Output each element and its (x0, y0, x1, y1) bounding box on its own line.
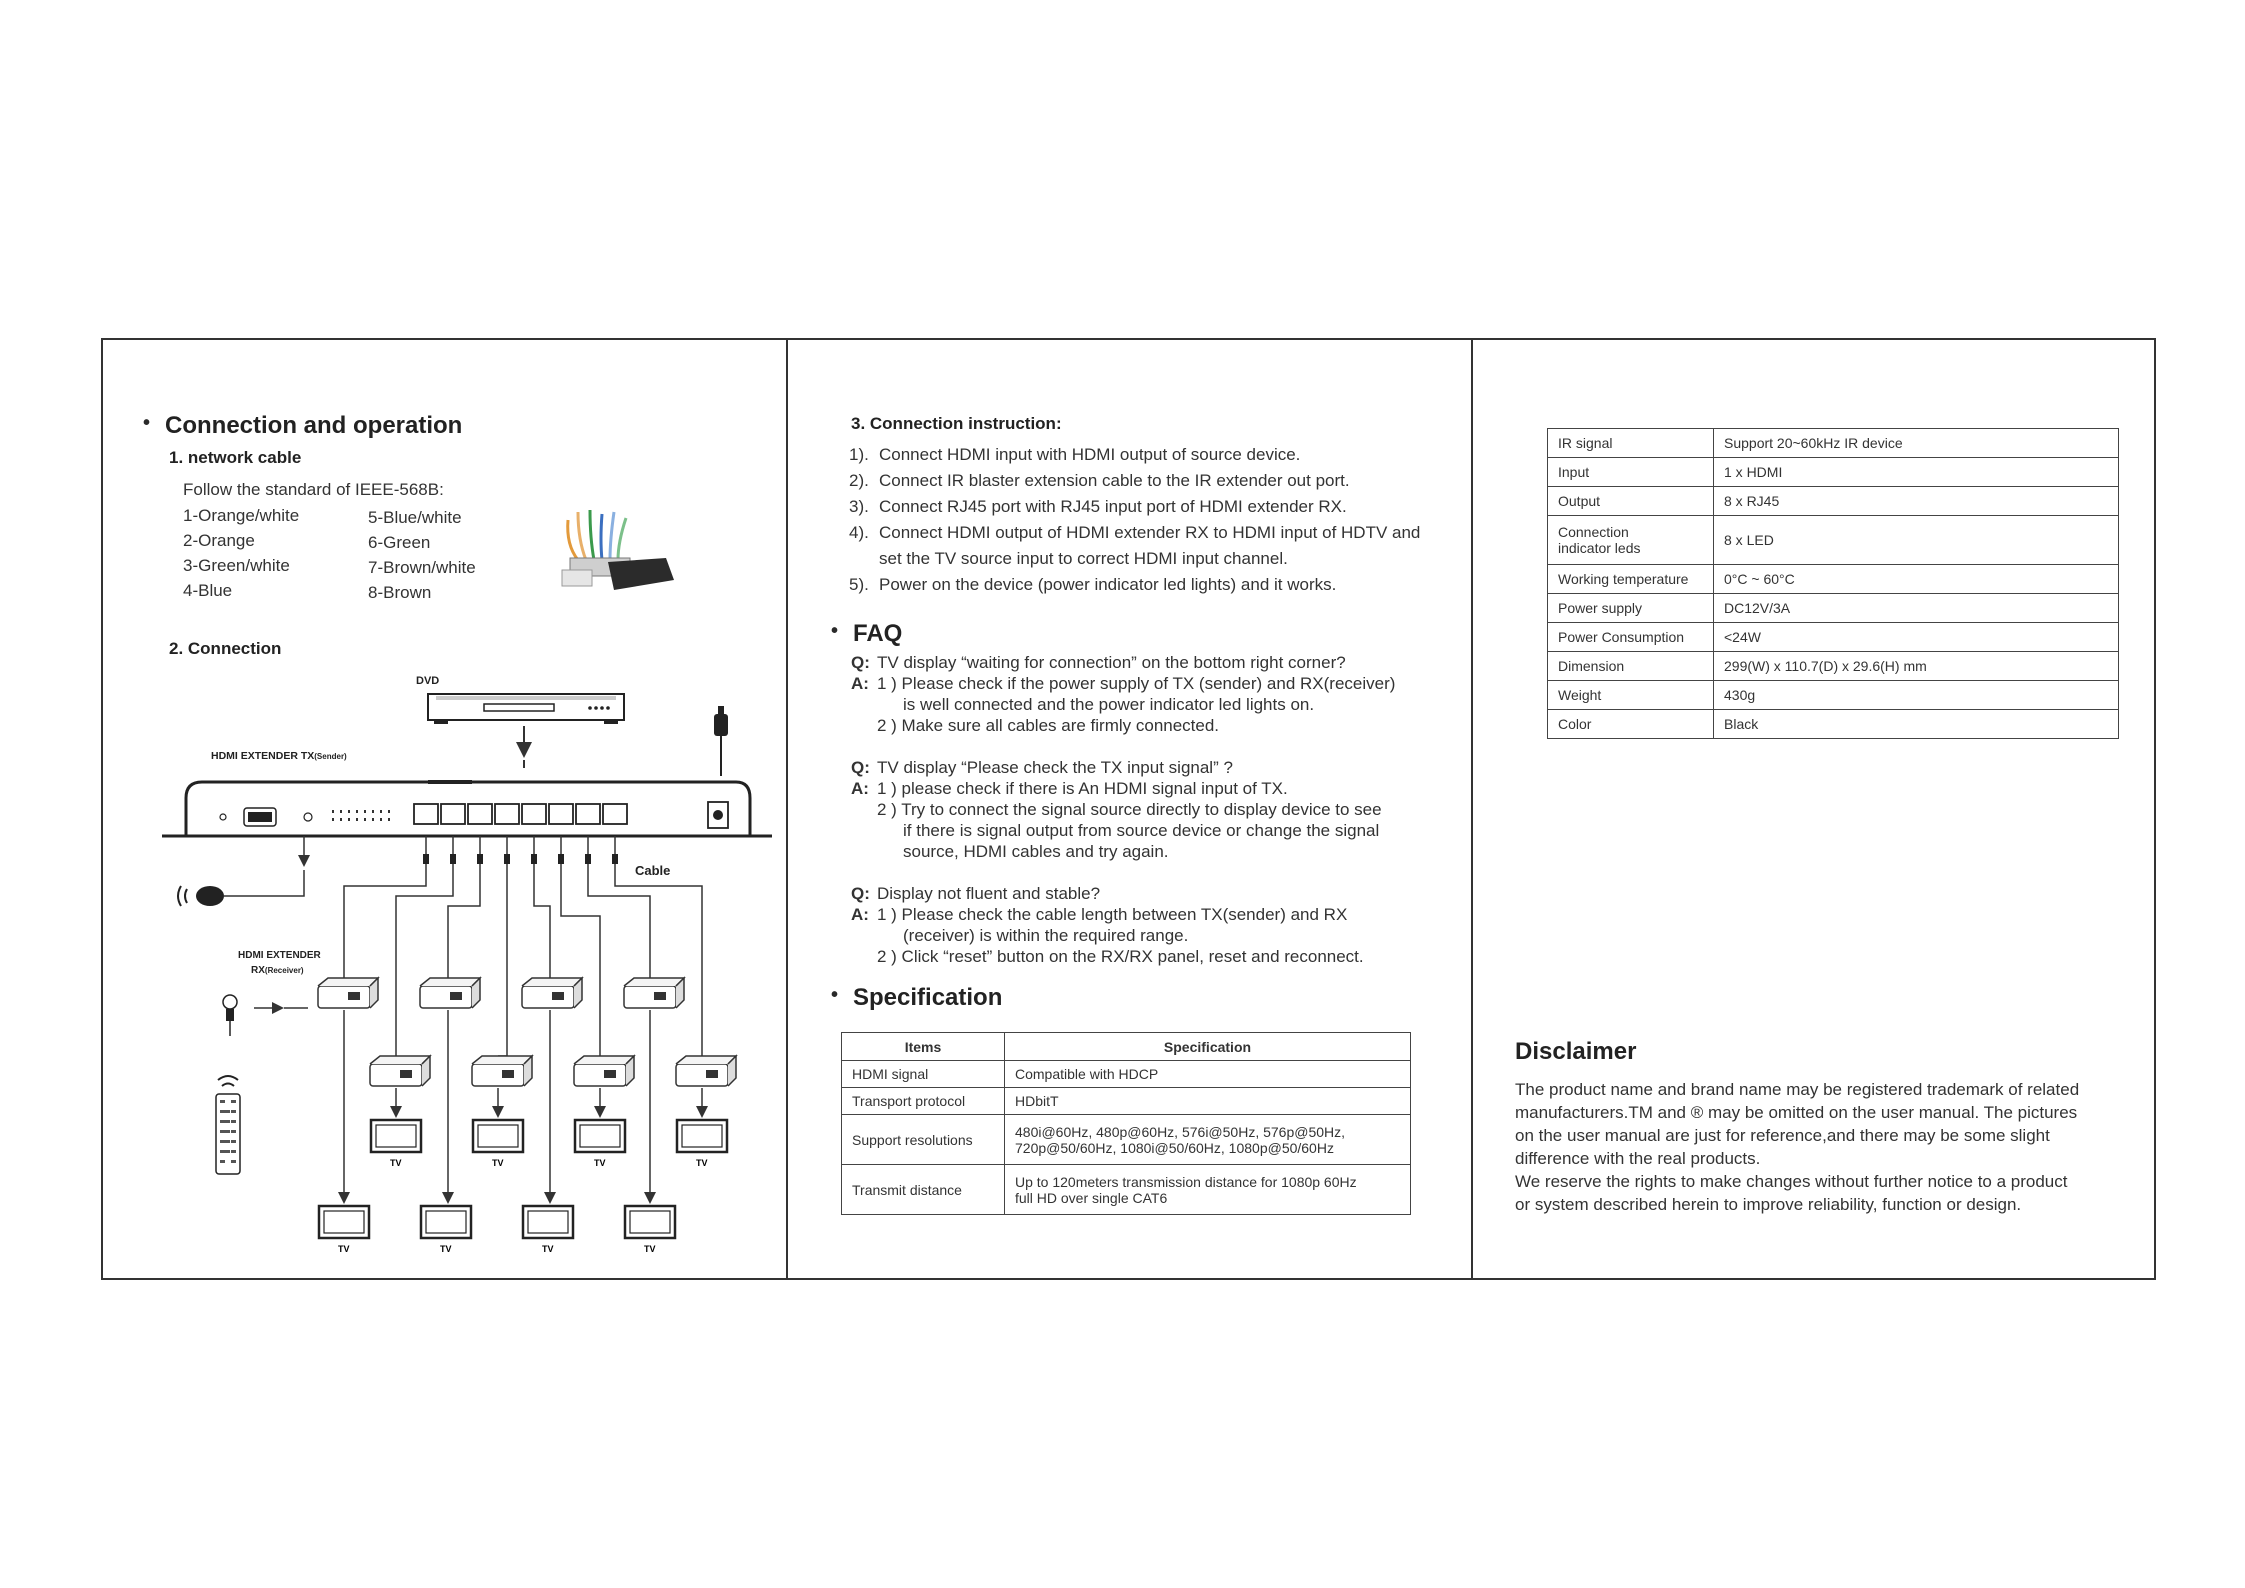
faq-answer-line: source, HDMI cables and try again. (903, 842, 1169, 861)
spec-value: HDbitT (1005, 1088, 1411, 1115)
table-row (842, 1165, 1411, 1215)
spec-table (841, 1032, 1411, 1215)
faq-answer: A: 1 ) please check if there is An HDMI signal input of TX. (851, 779, 1288, 798)
instruction-step: 2). Connect IR blaster extension cable to the IR extender out port. (849, 471, 1350, 490)
tv-icon (625, 1206, 675, 1238)
spec-item: Weight (1548, 681, 1714, 710)
standard-note: Follow the standard of IEEE-568B: (183, 480, 444, 499)
tx-sender-device (162, 780, 772, 836)
table-row (1548, 710, 2119, 739)
rx-receiver-device (420, 978, 480, 1008)
tv-icon (319, 1206, 369, 1238)
spec-value: 8 x LED (1714, 516, 2119, 565)
spec-value: Up to 120meters transmission distance for 1080p 60Hz full HD over single CAT6 (1005, 1165, 1411, 1215)
rx-receiver-device (318, 978, 378, 1008)
spec-value: 480i@60Hz, 480p@60Hz, 576i@50Hz, 576p@50Hz, 720p@50/60Hz, 1080i@50/60Hz, 1080p@50/60Hz (1005, 1115, 1411, 1165)
spec-value: Support 20~60kHz IR device (1714, 429, 2119, 458)
faq-answer-line: is well connected and the power indicator led lights on. (903, 695, 1315, 714)
faq-question: Q: Display not fluent and stable? (851, 884, 1101, 903)
rx-receiver-device (624, 978, 684, 1008)
rx-receiver-device (370, 1056, 430, 1086)
instruction-title: 3. Connection instruction: (851, 414, 1062, 433)
section-title: Connection and operation (165, 412, 463, 439)
faq-answer-line: 2 ) Try to connect the signal source directly to display device to see (877, 800, 1382, 819)
spec-item: Transmit distance (842, 1165, 1005, 1215)
instruction-step: 3). Connect RJ45 port with RJ45 input port of HDMI extender RX. (849, 497, 1347, 516)
table-header-row (842, 1033, 1411, 1061)
table-row (1548, 652, 2119, 681)
rx-label: RX(Receiver) (251, 965, 304, 976)
bullet: • (831, 620, 839, 642)
disclaimer-line: We reserve the rights to make changes without further notice to a product (1515, 1172, 2068, 1191)
faq-block (851, 652, 1461, 967)
cable-label: Cable (635, 863, 671, 878)
spec-item: HDMI signal (842, 1061, 1005, 1088)
spec-item: IR signal (1548, 429, 1714, 458)
connection-diagram (158, 658, 778, 1258)
table-row (842, 1061, 1411, 1088)
spec-value: Compatible with HDCP (1005, 1061, 1411, 1088)
tv-label: TV (542, 1244, 554, 1254)
instruction-step: 5). Power on the device (power indicator led lights) and it works. (849, 575, 1337, 594)
tv-icon (523, 1206, 573, 1238)
wire-item: 1-Orange/white (183, 506, 300, 525)
tv-label: TV (390, 1158, 402, 1168)
tv-icon (575, 1120, 625, 1152)
tv-label: TV (492, 1158, 504, 1168)
dvd-player-icon (428, 694, 624, 724)
table-row (1548, 516, 2119, 565)
spec-value: <24W (1714, 623, 2119, 652)
tv-icon (473, 1120, 523, 1152)
spec-item: Input (1548, 458, 1714, 487)
table-row (1548, 487, 2119, 516)
wire-list-left (183, 503, 299, 603)
remote-control-icon (216, 1076, 240, 1174)
subsection-title: 2. Connection (169, 639, 282, 658)
spec-value: 430g (1714, 681, 2119, 710)
power-adapter-icon (714, 706, 728, 776)
table-row (1548, 623, 2119, 652)
rx-receiver-device (574, 1056, 634, 1086)
bullet: • (831, 984, 839, 1006)
spec-item: Output (1548, 487, 1714, 516)
table-row (1548, 681, 2119, 710)
spec-value: DC12V/3A (1714, 594, 2119, 623)
disclaimer-line: or system described herein to improve reliability, function or design. (1515, 1195, 2022, 1214)
spec-value: 1 x HDMI (1714, 458, 2119, 487)
faq-answer: A: 1 ) Please check the cable length between TX(sender) and RX (851, 905, 1348, 924)
wire-item: 2-Orange (183, 531, 255, 550)
table-row (1548, 458, 2119, 487)
wire-item: 4-Blue (183, 581, 233, 600)
disclaimer-text (1515, 1078, 2135, 1216)
spec-value: 8 x RJ45 (1714, 487, 2119, 516)
faq-answer-line: (receiver) is within the required range. (903, 926, 1189, 945)
wire-list-right (368, 505, 476, 605)
table-row (1548, 594, 2119, 623)
wire-item: 7-Brown/white (368, 558, 476, 577)
wire-item: 3-Green/white (183, 556, 290, 575)
spec-title: Specification (853, 984, 1003, 1011)
instruction-step: 1). Connect HDMI input with HDMI output of source device. (849, 445, 1301, 464)
rx-receiver-device (522, 978, 582, 1008)
spec-item: Transport protocol (842, 1088, 1005, 1115)
faq-answer-line: 2 ) Click “reset” button on the RX/RX panel, reset and reconnect. (877, 947, 1364, 966)
spec-item: Color (1548, 710, 1714, 739)
table-row (842, 1088, 1411, 1115)
rx-receiver-device (676, 1056, 736, 1086)
wire-item: 8-Brown (368, 583, 432, 602)
panel-divider (786, 340, 788, 1278)
subsection-title: 1. network cable (169, 448, 302, 467)
tx-label: HDMI EXTENDER TX(Sender) (211, 750, 347, 762)
faq-answer-line: if there is signal output from source device or change the signal (903, 821, 1380, 840)
disclaimer-line: difference with the real products. (1515, 1149, 1761, 1168)
manual-sheet (101, 338, 2156, 1280)
instruction-step: set the TV source input to correct HDMI input channel. (879, 549, 1288, 568)
spec-item: Working temperature (1548, 565, 1714, 594)
spec-item: Dimension (1548, 652, 1714, 681)
wire-item: 5-Blue/white (368, 508, 462, 527)
spec-item: Connection indicator leds (1548, 516, 1714, 565)
tv-icon (371, 1120, 421, 1152)
spec-value: 0°C ~ 60°C (1714, 565, 2119, 594)
faq-question: Q: TV display “waiting for connection” on the bottom right corner? (851, 653, 1346, 672)
panel-divider (1471, 340, 1473, 1278)
tv-label: TV (696, 1158, 708, 1168)
tv-label: TV (440, 1244, 452, 1254)
spec-item: Power Consumption (1548, 623, 1714, 652)
disclaimer-line: The product name and brand name may be registered trademark of related (1515, 1080, 2080, 1099)
instruction-list (849, 442, 1469, 598)
table-row (1548, 565, 2119, 594)
faq-question: Q: TV display “Please check the TX input signal” ? (851, 758, 1233, 777)
disclaimer-line: on the user manual are just for reference,and there may be some slight (1515, 1126, 2050, 1145)
rj45-connector-icon (548, 500, 688, 600)
faq-answer-line: 2 ) Make sure all cables are firmly connected. (877, 716, 1220, 735)
table-row (842, 1115, 1411, 1165)
tv-label: TV (338, 1244, 350, 1254)
bullet: • (143, 412, 151, 434)
faq-title: FAQ (853, 620, 903, 647)
spec-table-continued (1547, 428, 2119, 739)
disclaimer-title: Disclaimer (1515, 1038, 1637, 1065)
ir-blaster-icon (178, 886, 248, 906)
rx-receiver-device (472, 1056, 532, 1086)
spec-item: Support resolutions (842, 1115, 1005, 1165)
disclaimer-line: manufacturers.TM and ® may be omitted on the user manual. The pictures (1515, 1103, 2078, 1122)
column-header: Specification (1005, 1033, 1411, 1061)
faq-answer: A: 1 ) Please check if the power supply of TX (sender) and RX(receiver) (851, 674, 1396, 693)
tv-label: TV (644, 1244, 656, 1254)
spec-value: 299(W) x 110.7(D) x 29.6(H) mm (1714, 652, 2119, 681)
tv-icon (421, 1206, 471, 1238)
tv-label: TV (594, 1158, 606, 1168)
table-row (1548, 429, 2119, 458)
spec-value: Black (1714, 710, 2119, 739)
wire-item: 6-Green (368, 533, 431, 552)
column-header: Items (842, 1033, 1005, 1061)
spec-item: Power supply (1548, 594, 1714, 623)
dvd-label: DVD (416, 675, 440, 687)
instruction-step: 4). Connect HDMI output of HDMI extender RX to HDMI input of HDTV and (849, 523, 1421, 542)
rx-label: HDMI EXTENDER (238, 950, 321, 961)
tv-icon (677, 1120, 727, 1152)
ir-receiver-icon (223, 995, 237, 1036)
